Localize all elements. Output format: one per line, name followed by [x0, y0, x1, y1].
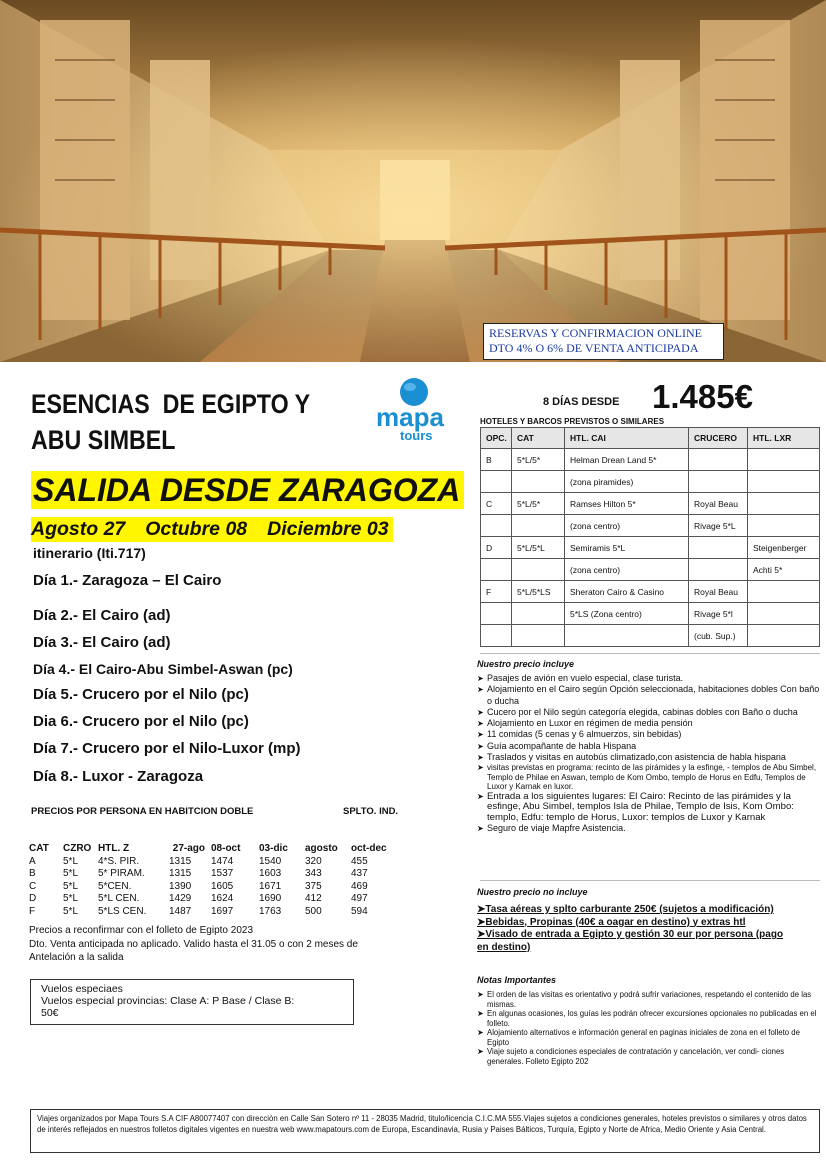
- itinerary-day: Día 7.- Crucero por el Nilo-Luxor (mp): [33, 740, 301, 757]
- table-cell: 1540: [259, 855, 282, 867]
- table-cell: 1671: [259, 880, 282, 892]
- from-price-value: 1.485€: [652, 378, 753, 415]
- table-cell: B: [29, 868, 36, 879]
- list-item: ➤ Alojamiento en el Cairo según Opción seleccionada, habitaciones dobles Con baño o ducha: [477, 684, 822, 707]
- table-cell: [512, 515, 565, 537]
- table-cell: F: [481, 581, 512, 603]
- col-header: 27-ago: [172, 843, 205, 854]
- online-booking-banner: [483, 323, 724, 360]
- table-cell: [512, 471, 565, 493]
- list-item: ➤ Guía acompañante de habla Hispana: [477, 741, 822, 752]
- table-cell: [512, 625, 565, 647]
- list-item: ➤Tasa aéreas y splto carburante 250€ (sujetos a modificación): [477, 904, 774, 915]
- table-row: [29, 881, 391, 894]
- important-notes-header: Notas Importantes: [477, 975, 557, 985]
- table-cell: C: [481, 493, 512, 515]
- table-cell: B: [481, 449, 512, 471]
- table-row: [29, 893, 391, 906]
- col-header: agosto: [305, 843, 338, 854]
- table-cell: 455: [351, 855, 368, 867]
- table-row: [481, 603, 820, 625]
- table-cell: 5*L CEN.: [98, 893, 140, 904]
- table-cell: 1603: [259, 868, 282, 879]
- table-cell: [748, 515, 820, 537]
- table-row: [481, 581, 820, 603]
- table-cell: 412: [305, 893, 322, 904]
- table-cell: 1474: [211, 855, 234, 867]
- table-cell: 1624: [211, 893, 234, 904]
- table-cell: Royal Beau: [689, 581, 748, 603]
- table-cell: Rivage 5*l: [689, 603, 748, 625]
- table-cell: 1690: [259, 893, 282, 904]
- table-cell: 320: [305, 855, 322, 867]
- table-cell: 1429: [169, 893, 192, 904]
- col-header: CAT: [29, 843, 49, 854]
- hero-image: [0, 0, 826, 362]
- table-cell: 5*L: [63, 855, 79, 867]
- table-cell: 4*S. PIR.: [98, 855, 140, 867]
- table-cell: [689, 559, 748, 581]
- from-price-label: 8 DÍAS DESDE: [543, 396, 620, 408]
- flights-line: Vuelos especial provincias: Clase A: P Base / Clase B:: [41, 995, 295, 1007]
- col-header: CZRO: [63, 843, 92, 854]
- table-cell: [748, 581, 820, 603]
- table-cell: Sheraton Cairo & Casino: [565, 581, 689, 603]
- includes-header: Nuestro precio incluye: [477, 659, 575, 669]
- flights-box: [30, 979, 354, 1025]
- table-cell: Achti 5*: [748, 559, 820, 581]
- not-included-header: Nuestro precio no incluye: [477, 887, 588, 897]
- col-header: CRUCERO: [689, 428, 748, 449]
- price-table-header: [29, 843, 391, 856]
- hotels-table: [480, 427, 820, 647]
- table-cell: 469: [351, 880, 368, 892]
- itinerary-day: Día 5.- Crucero por el Nilo (pc): [33, 686, 249, 703]
- logo-word: mapa: [376, 402, 444, 432]
- itinerary-day: Día 2.- El Cairo (ad): [33, 607, 171, 624]
- col-header: HTL. Z: [98, 843, 130, 854]
- itinerary-label: itinerario (Iti.717): [33, 545, 146, 561]
- table-cell: [565, 625, 689, 647]
- list-item: ➤ Seguro de viaje Mapfre Asistencia.: [477, 823, 822, 834]
- table-cell: A: [29, 855, 36, 867]
- table-cell: 594: [351, 905, 368, 917]
- table-cell: 5* PIRAM.: [98, 868, 145, 879]
- hotels-table-header: [481, 428, 820, 449]
- divider: [480, 653, 820, 654]
- col-header: OPC.: [481, 428, 512, 449]
- table-cell: [748, 471, 820, 493]
- list-item: ➤Visado de entrada a Egipto y gestión 30 eur por persona (pago en destino): [477, 929, 784, 953]
- not-included-list: [477, 904, 822, 954]
- departure-dates: [31, 517, 393, 542]
- table-cell: Ramses Hilton 5*: [565, 493, 689, 515]
- list-item: ➤ En algunas ocasiones, los guías les podrán ofrecer excursiones opcionales no publicadas en el folleto.: [477, 1009, 822, 1028]
- table-cell: 500: [305, 905, 322, 917]
- table-cell: 5*L: [63, 868, 79, 879]
- list-item: ➤ Cucero por el Nilo según categoría elegida, cabinas dobles con Baño o ducha: [477, 707, 822, 718]
- table-cell: (zona centro): [565, 559, 689, 581]
- itinerary-day: Día 4.- El Cairo-Abu Simbel-Aswan (pc): [33, 661, 293, 677]
- hotels-header: HOTELES Y BARCOS PREVISTOS O SIMILARES: [480, 417, 665, 426]
- col-header: 08-oct: [211, 843, 241, 854]
- list-item: ➤ Viaje sujeto a condiciones especiales de contratación y cancelación, ver condi- ciones generales. Folleto Egipto 202: [477, 1047, 822, 1066]
- price-note: Precios a reconfirmar con el folleto de Egipto 2023: [29, 925, 254, 936]
- table-cell: [748, 625, 820, 647]
- divider: [480, 880, 820, 881]
- table-cell: 5*L/5*L: [512, 537, 565, 559]
- col-header: oct-dec: [351, 843, 387, 854]
- table-cell: (zona centro): [565, 515, 689, 537]
- tour-title: [31, 386, 315, 458]
- table-cell: [481, 625, 512, 647]
- table-cell: [689, 471, 748, 493]
- table-cell: 5*L/5*: [512, 493, 565, 515]
- list-item: ➤ El orden de las visitas es orientativo y podrá sufrir variaciones, respetando el contenido de las mismas.: [477, 990, 822, 1009]
- table-cell: Rivage 5*L: [689, 515, 748, 537]
- table-cell: F: [29, 905, 36, 917]
- itinerary-day: Dia 6.- Crucero por el Nilo (pc): [33, 713, 249, 730]
- departure-city: SALIDA DESDE ZARAGOZA: [31, 471, 464, 509]
- table-cell: 497: [351, 893, 368, 904]
- legal-footer: Viajes organizados por Mapa Tours S.A CIF A80077407 con dirección en Calle San Sotero nº 11 - 28035 Madrid, titulo/licencia C.I.C.MA 555.Viajes sujetos a condiciones generales, hoteles previstos o similares y otros datos de interés reflejados en nuestros folletos digitales vigentes en nuestra web www.mapatours.com de Europa, Escandinavia, Rusia y Paises Bálticos, Turquía, Egipto y Norte de Africa, Medio Oriente y Asia Central.: [30, 1109, 820, 1153]
- logo-sub: tours: [400, 428, 433, 443]
- table-cell: (zona piramides): [565, 471, 689, 493]
- banner-line-1: RESERVAS Y CONFIRMACION ONLINE: [489, 326, 702, 340]
- table-cell: 1697: [211, 905, 234, 917]
- list-item: ➤ Alojamiento alternativos e información general en paginas iniciales de zona en el folleto de Egipto: [477, 1028, 822, 1047]
- departure-date: Octubre 08: [145, 518, 248, 540]
- list-item: ➤ Entrada a los siguientes lugares: El Cairo: Recinto de las pirámides y la esfinge, Abu Simbel, templos Isla de Philae, Templo de Isis, Kom Ombo: templo, Edfu: templo de Horus, Luxor: templos de Luxor y Karnak: [477, 792, 822, 824]
- list-item: ➤ Pasajes de avión en vuelo especial, clase turista.: [477, 673, 822, 684]
- table-cell: Helman Drean Land 5*: [565, 449, 689, 471]
- table-cell: 1315: [169, 868, 192, 879]
- list-item: ➤ Alojamiento en Luxor en régimen de media pensión: [477, 718, 822, 729]
- flights-line: 50€: [41, 1007, 59, 1019]
- table-cell: 1763: [259, 905, 282, 917]
- banner-line-2: DTO 4% O 6% DE VENTA ANTICIPADA: [489, 341, 699, 355]
- list-item: ➤Bebidas, Propinas (40€ a oagar en destino) y extras htl: [477, 916, 746, 928]
- table-cell: [481, 515, 512, 537]
- table-cell: [481, 471, 512, 493]
- table-row: [481, 493, 820, 515]
- tomb-corridor-illustration: [0, 0, 826, 362]
- table-cell: 375: [305, 880, 322, 892]
- table-cell: 5*L: [63, 905, 79, 917]
- table-cell: 1487: [169, 905, 192, 917]
- list-item: ➤ Traslados y visitas en autobús climatizado,con asistencia de habla hispana: [477, 752, 822, 763]
- table-cell: C: [29, 880, 37, 892]
- table-row: [481, 515, 820, 537]
- table-cell: [481, 559, 512, 581]
- includes-list: [477, 673, 822, 835]
- table-cell: 5*L/5*: [512, 449, 565, 471]
- table-row: [481, 471, 820, 493]
- table-cell: [512, 559, 565, 581]
- table-cell: Steigenberger: [748, 537, 820, 559]
- table-cell: 5*L: [63, 893, 79, 904]
- table-cell: 437: [351, 868, 368, 879]
- table-cell: 5*LS CEN.: [98, 905, 147, 917]
- table-cell: 1537: [211, 868, 234, 879]
- table-cell: [481, 603, 512, 625]
- table-row: [29, 856, 391, 869]
- tour-title-line-1: ESENCIAS DE EGIPTO Y: [31, 389, 311, 419]
- table-row: [481, 537, 820, 559]
- table-row: [481, 559, 820, 581]
- table-cell: [689, 449, 748, 471]
- list-item: ➤ visitas previstas en programa: recinto de las pirámides y la esfinge, - templos de Abu Simbel, Templo de Philae en Aswan, templo de Kom Ombo, templo de Horus en Edfu, Templos de Luxor y Karnak en luxor.: [477, 763, 822, 792]
- table-row: [29, 868, 391, 881]
- table-cell: 5*L/5*LS: [512, 581, 565, 603]
- table-row: [481, 449, 820, 471]
- itinerary-day: Día 1.- Zaragoza – El Cairo: [33, 572, 222, 589]
- departure-date: Agosto 27: [31, 518, 126, 540]
- table-cell: [748, 493, 820, 515]
- important-notes-list: [477, 990, 822, 1066]
- table-cell: 1390: [169, 880, 192, 892]
- table-cell: D: [481, 537, 512, 559]
- itinerary-day: Día 8.- Luxor - Zaragoza: [33, 768, 204, 785]
- col-header: 03-dic: [259, 843, 288, 854]
- mapa-tours-logo: [372, 374, 458, 444]
- table-cell: Royal Beau: [689, 493, 748, 515]
- table-cell: [689, 537, 748, 559]
- col-header: HTL. CAI: [565, 428, 689, 449]
- flights-line: Vuelos especiaes: [41, 983, 123, 995]
- table-cell: [748, 449, 820, 471]
- table-cell: 5*CEN.: [98, 880, 132, 892]
- price-note: Dto. Venta anticipada no aplicado. Valido hasta el 31.05 o con 2 meses de: [29, 938, 358, 950]
- itinerary-day: Día 3.- El Cairo (ad): [33, 634, 171, 651]
- table-cell: 5*L: [63, 880, 79, 892]
- table-cell: Semiramis 5*L: [565, 537, 689, 559]
- col-header: CAT: [512, 428, 565, 449]
- table-cell: 1315: [169, 855, 192, 867]
- col-header: HTL. LXR: [748, 428, 820, 449]
- list-item: ➤ 11 comidas (5 cenas y 6 almuerzos, sin bebidas): [477, 729, 822, 740]
- single-supplement-header: SPLTO. IND.: [343, 806, 399, 817]
- table-cell: D: [29, 893, 37, 904]
- price-notes: [29, 924, 409, 965]
- table-cell: [512, 603, 565, 625]
- table-row: [481, 625, 820, 647]
- price-table: [29, 843, 391, 918]
- price-note: Antelación a la salida: [29, 952, 124, 963]
- tour-title-line-2: ABU SIMBEL: [31, 425, 176, 455]
- table-cell: 5*LS (Zona centro): [565, 603, 689, 625]
- table-cell: (cub. Sup.): [689, 625, 748, 647]
- table-row: [29, 906, 391, 919]
- table-cell: 1605: [211, 880, 234, 892]
- table-cell: 343: [305, 868, 322, 879]
- departure-date: Diciembre 03: [267, 518, 389, 540]
- prices-header: PRECIOS POR PERSONA EN HABITCION DOBLE: [31, 806, 254, 817]
- table-cell: [748, 603, 820, 625]
